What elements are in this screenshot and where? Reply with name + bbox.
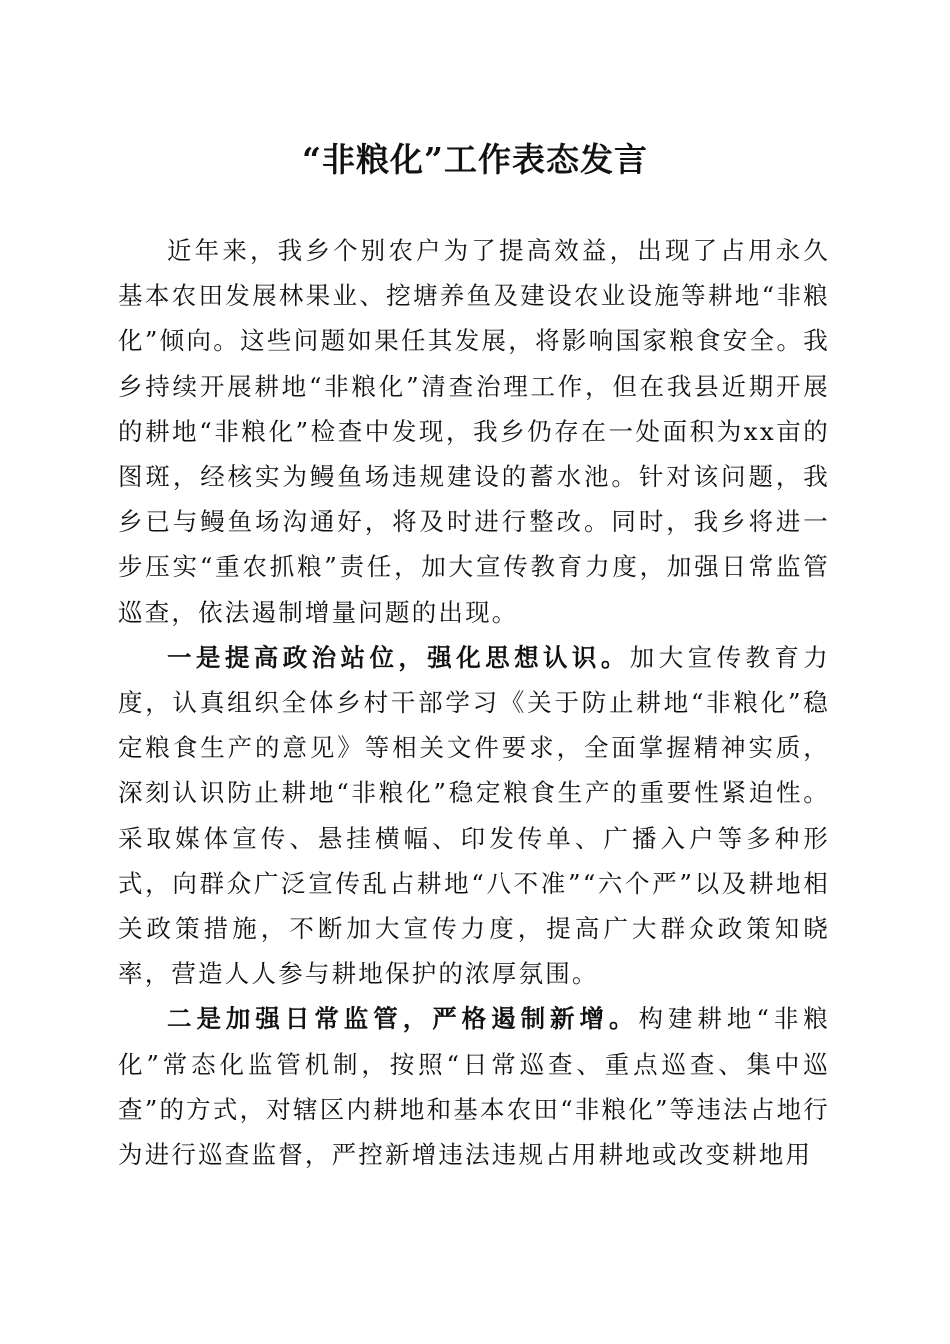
paragraph-point-one xyxy=(118,635,830,997)
paragraph-lead: 一是提高政治站位，强化思想认识。 xyxy=(167,642,630,672)
paragraph-text: 构建耕地“非粮化”常态化监管机制，按照“日常巡查、重点巡查、集中巡查”的方式，对辖区内耕地和基本农田“非粮化”等违法占地行为进行巡查监督，严控新增违法违规占用耕地或改变耕地用 xyxy=(118,1004,830,1170)
paragraph-text: 近年来，我乡个别农户为了提高效益，出现了占用永久基本农田发展林果业、挖塘养鱼及建设农业设施等耕地“非粮化”倾向。这些问题如果任其发展，将影响国家粮食安全。我乡持续开展耕地“非粮化”清查治理工作，但在我县近期开展的耕地“非粮化”检查中发现，我乡仍存在一处面积为xx亩的图斑，经核实为鳗鱼场违规建设的蓄水池。针对该问题，我乡已与鳗鱼场沟通好，将及时进行整改。同时，我乡将进一步压实“重农抓粮”责任，加大宣传教育力度，加强日常监管巡查，依法遏制增量问题的出现。 xyxy=(118,236,830,627)
paragraph-intro xyxy=(118,228,830,635)
paragraph-lead: 二是加强日常监管，严格遏制新增。 xyxy=(167,1004,639,1034)
document-title: “非粮化”工作表态发言 xyxy=(302,140,648,179)
paragraph-text: 加大宣传教育力度，认真组织全体乡村干部学习《关于防止耕地“非粮化”稳定粮食生产的意见》等相关文件要求，全面掌握精神实质，深刻认识防止耕地“非粮化”稳定粮食生产的重要性紧迫性。采取媒体宣传、悬挂横幅、印发传单、广播入户等多种形式，向群众广泛宣传乱占耕地“八不准”“六个严”以及耕地相关政策措施，不断加大宣传力度，提高广大群众政策知晓率，营造人人参与耕地保护的浓厚氛围。 xyxy=(118,642,830,989)
paragraph-point-two xyxy=(118,996,830,1177)
document-body xyxy=(118,228,830,1177)
